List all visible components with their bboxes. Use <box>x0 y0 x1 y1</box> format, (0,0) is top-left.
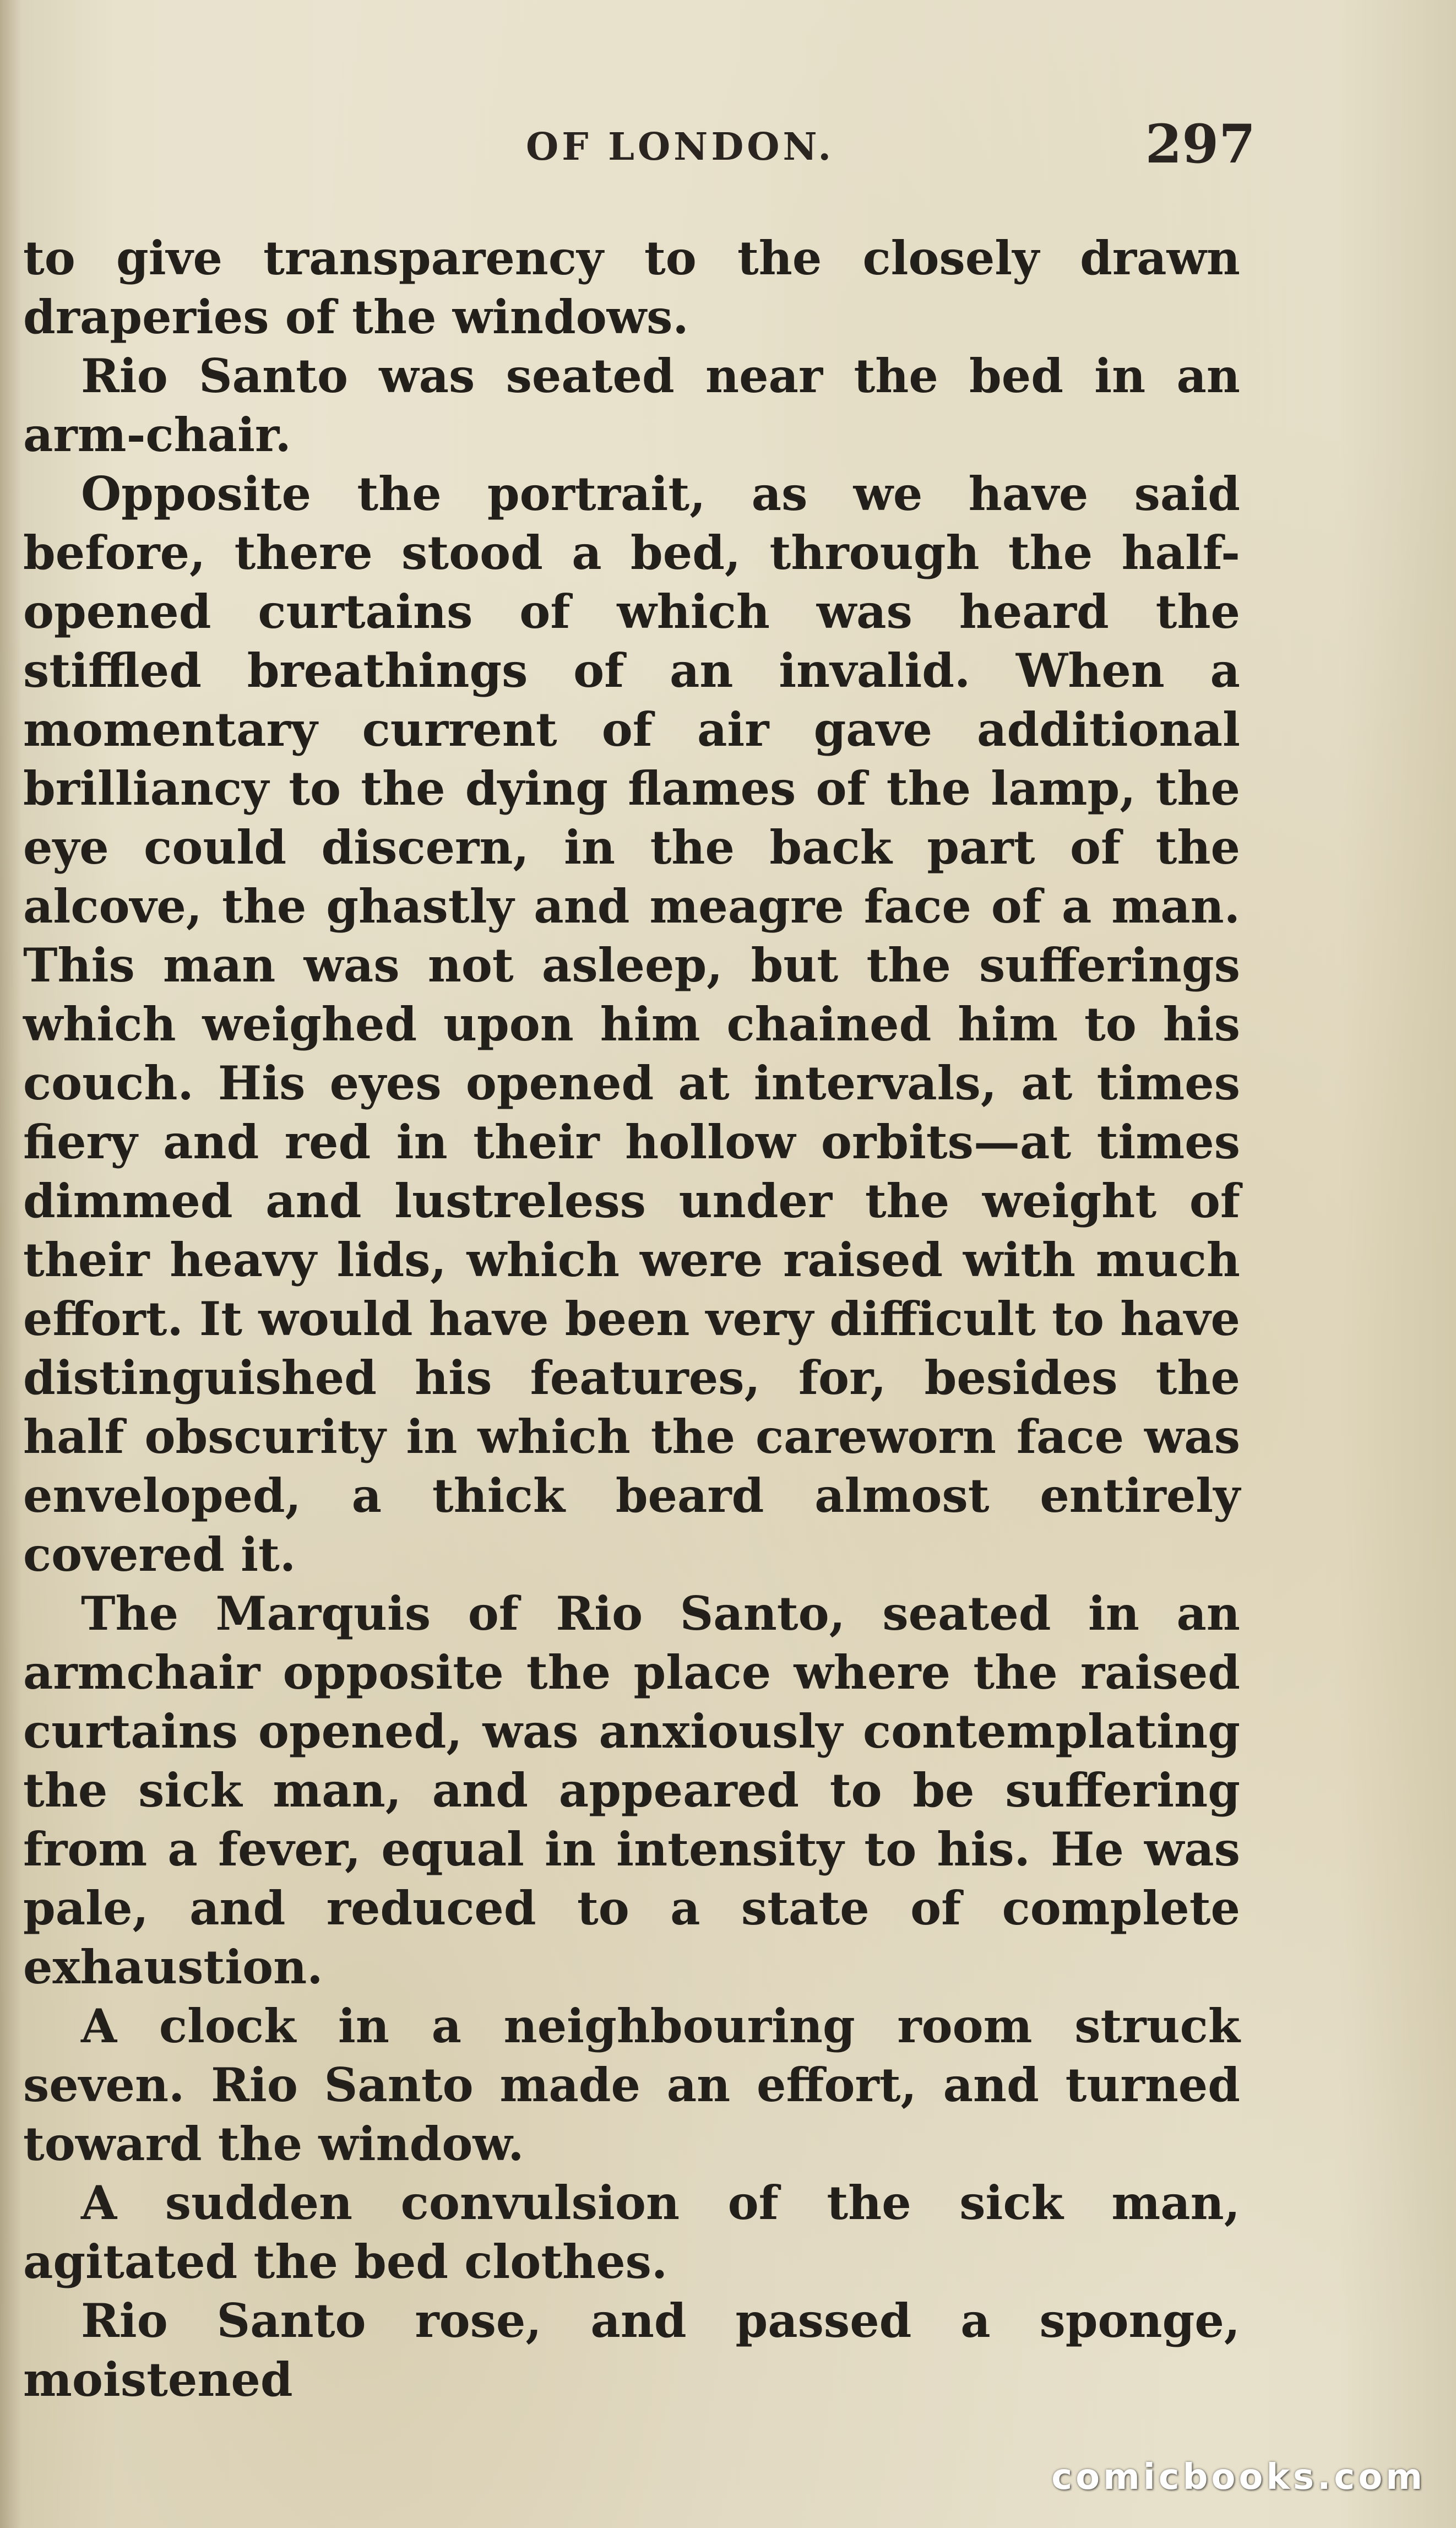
paragraph: The Marquis of Rio Santo, seated in an armchair opposite the place where the raised curtains opened, was anxiously contemplating the sick man, and appeared to be suffering from a fever, equal in intensity to his. He was pale, and reduced to a state of complete exhaustion. <box>23 1586 1240 1994</box>
paragraph: to give transparency to the closely drawn draperies of the windows. <box>23 231 1240 344</box>
page-header <box>22 113 1256 173</box>
paragraph: A sudden convulsion of the sick man, agitated the bed clothes. <box>23 2176 1240 2289</box>
page-number: 297 <box>1145 113 1256 175</box>
watermark: comicbooks.com <box>1051 2457 1426 2498</box>
running-head: OF LONDON. <box>525 125 835 169</box>
gutter-shadow <box>0 0 22 2528</box>
paragraph: Opposite the portrait, as we have said before, there stood a bed, through the half-opened curtains of which was heard the stiffled breathings of an invalid. When a momentary current of air gave additional brilliancy to the dying flames of the lamp, the eye could discern, in the back part of the alcove, the ghastly and meagre face of a man. This man was not asleep, but the sufferings which weighed upon him chained him to his couch. His eyes opened at intervals, at times fiery and red in their hollow orbits—at times dimmed and lustreless under the weight of their heavy lids, which were raised with much effort. It would have been very difficult to have distinguished his features, for, besides the half obscurity in which the careworn face was enveloped, a thick beard almost entirely covered it. <box>23 466 1240 1582</box>
body-text <box>23 229 1240 2409</box>
paragraph: Rio Santo rose, and passed a sponge, moistened <box>23 2293 1240 2407</box>
paragraph: A clock in a neighbouring room struck seven. Rio Santo made an effort, and turned toward the window. <box>23 1999 1240 2171</box>
paragraph: Rio Santo was seated near the bed in an arm-chair. <box>23 349 1240 462</box>
